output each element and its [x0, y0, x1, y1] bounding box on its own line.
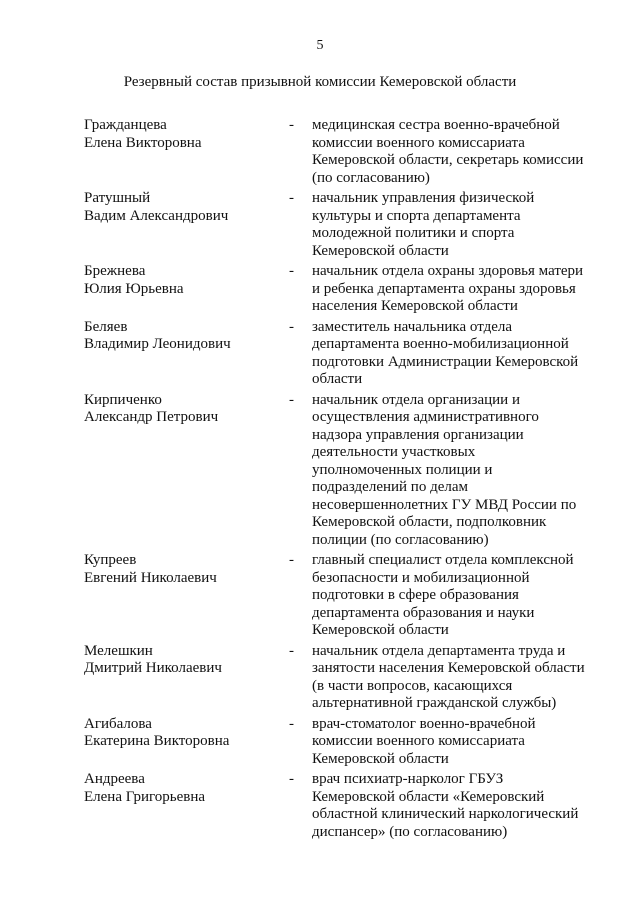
member-given-names: Вадим Александрович	[84, 207, 229, 224]
role-line: Кемеровской области	[312, 750, 449, 767]
role-line: надзора управления организации	[312, 426, 524, 443]
role-line: врач-стоматолог военно-врачебной	[312, 715, 536, 732]
member-surname: Кирпиченко	[84, 391, 162, 408]
role-line: областной клинический наркологический	[312, 806, 579, 822]
member-given-names: Владимир Леонидович	[84, 336, 231, 352]
member-role	[312, 263, 597, 316]
role-line: комиссии военного комиссариата	[312, 134, 525, 151]
role-line: (по согласованию)	[312, 169, 430, 186]
member-entry	[0, 771, 640, 841]
role-line: начальник отдела охраны здоровья матери	[312, 263, 584, 279]
member-role	[312, 643, 597, 713]
role-line: области	[312, 371, 363, 387]
role-line: (в части вопросов, касающихся	[312, 677, 513, 694]
role-line: Кемеровской области	[312, 622, 449, 638]
member-entry	[0, 552, 640, 640]
role-line: медицинская сестра военно-врачебной	[312, 117, 560, 133]
role-line: альтернативной гражданской службы)	[312, 695, 557, 711]
role-line: начальник отдела организации и	[312, 391, 520, 408]
member-given-names: Юлия Юрьевна	[84, 280, 184, 297]
role-line: заместитель начальника отдела	[312, 318, 512, 335]
role-line: безопасности и мобилизационной	[312, 569, 530, 586]
member-name	[84, 319, 274, 354]
member-name	[84, 552, 274, 587]
role-line: и ребенка департамента охраны здоровья	[312, 280, 576, 297]
dash-separator: -	[289, 117, 294, 133]
members-list	[0, 117, 640, 844]
dash-separator: -	[289, 715, 294, 732]
member-surname: Андреева	[84, 771, 145, 787]
role-line: комиссии военного комиссариата	[312, 733, 525, 749]
member-entry	[0, 117, 640, 187]
role-line: деятельности участковых	[312, 444, 476, 460]
role-line: начальник отдела департамента труда и	[312, 642, 566, 659]
role-line: начальник управления физической	[312, 190, 535, 206]
role-line: культуры и спорта департамента	[312, 207, 521, 224]
member-surname: Мелешкин	[84, 642, 153, 659]
role-line: врач психиатр-нарколог ГБУЗ	[312, 771, 504, 787]
member-entry	[0, 643, 640, 713]
member-entry	[0, 392, 640, 550]
role-line: несовершеннолетних ГУ МВД России по	[312, 496, 577, 513]
role-line: населения Кемеровской области	[312, 298, 518, 314]
member-name	[84, 117, 274, 152]
member-surname: Агибалова	[84, 715, 152, 732]
member-role	[312, 716, 597, 769]
member-surname: Гражданцева	[84, 117, 167, 133]
member-role	[312, 117, 597, 187]
role-line: подразделений по делам	[312, 479, 469, 495]
member-surname: Беляев	[84, 318, 128, 335]
member-given-names: Екатерина Викторовна	[84, 733, 230, 749]
member-given-names: Александр Петрович	[84, 409, 219, 425]
member-name	[84, 392, 274, 427]
role-line: подготовки в сфере образования	[312, 587, 519, 603]
member-name	[84, 643, 274, 678]
dash-separator: -	[289, 190, 294, 206]
member-name	[84, 190, 274, 225]
member-role	[312, 190, 597, 260]
role-line: Кемеровской области	[312, 242, 449, 259]
member-entry	[0, 190, 640, 260]
dash-separator: -	[289, 771, 294, 787]
role-line: полиции (по согласованию)	[312, 531, 489, 548]
member-surname: Брежнева	[84, 263, 146, 279]
role-line: департамента образования и науки	[312, 604, 535, 621]
member-given-names: Елена Григорьевна	[84, 788, 206, 805]
document-title: Резервный состав призывной комиссии Кемеровской области	[123, 74, 517, 90]
member-entry	[0, 263, 640, 316]
dash-separator: -	[289, 552, 294, 568]
member-given-names: Дмитрий Николаевич	[84, 660, 222, 676]
role-line: осуществления административного	[312, 409, 539, 425]
member-role	[312, 392, 597, 550]
role-line: Кемеровской области «Кемеровский	[312, 788, 545, 805]
dash-separator: -	[289, 318, 294, 335]
role-line: Кемеровской области, подполковник	[312, 514, 547, 530]
dash-separator: -	[289, 263, 294, 279]
page-number: 5	[316, 38, 324, 53]
member-name	[84, 716, 274, 751]
member-given-names: Елена Викторовна	[84, 134, 202, 151]
role-line: уполномоченных полиции и	[312, 461, 493, 478]
member-entry	[0, 319, 640, 389]
member-given-names: Евгений Николаевич	[84, 569, 217, 586]
member-surname: Купреев	[84, 552, 137, 568]
role-line: молодежной политики и спорта	[312, 225, 515, 241]
role-line: подготовки Администрации Кемеровской	[312, 353, 579, 370]
member-entry	[0, 716, 640, 769]
role-line: департамента военно-мобилизационной	[312, 336, 569, 352]
role-line: Кемеровской области, секретарь комиссии	[312, 152, 584, 168]
member-role	[312, 771, 597, 841]
member-name	[84, 263, 274, 298]
role-line: диспансер» (по согласованию)	[312, 823, 508, 840]
member-name	[84, 771, 274, 806]
member-role	[312, 552, 597, 640]
member-role	[312, 319, 597, 389]
role-line: занятости населения Кемеровской области	[312, 660, 585, 676]
member-surname: Ратушный	[84, 190, 151, 206]
dash-separator: -	[289, 391, 294, 408]
dash-separator: -	[289, 642, 294, 659]
role-line: главный специалист отдела комплексной	[312, 552, 574, 568]
